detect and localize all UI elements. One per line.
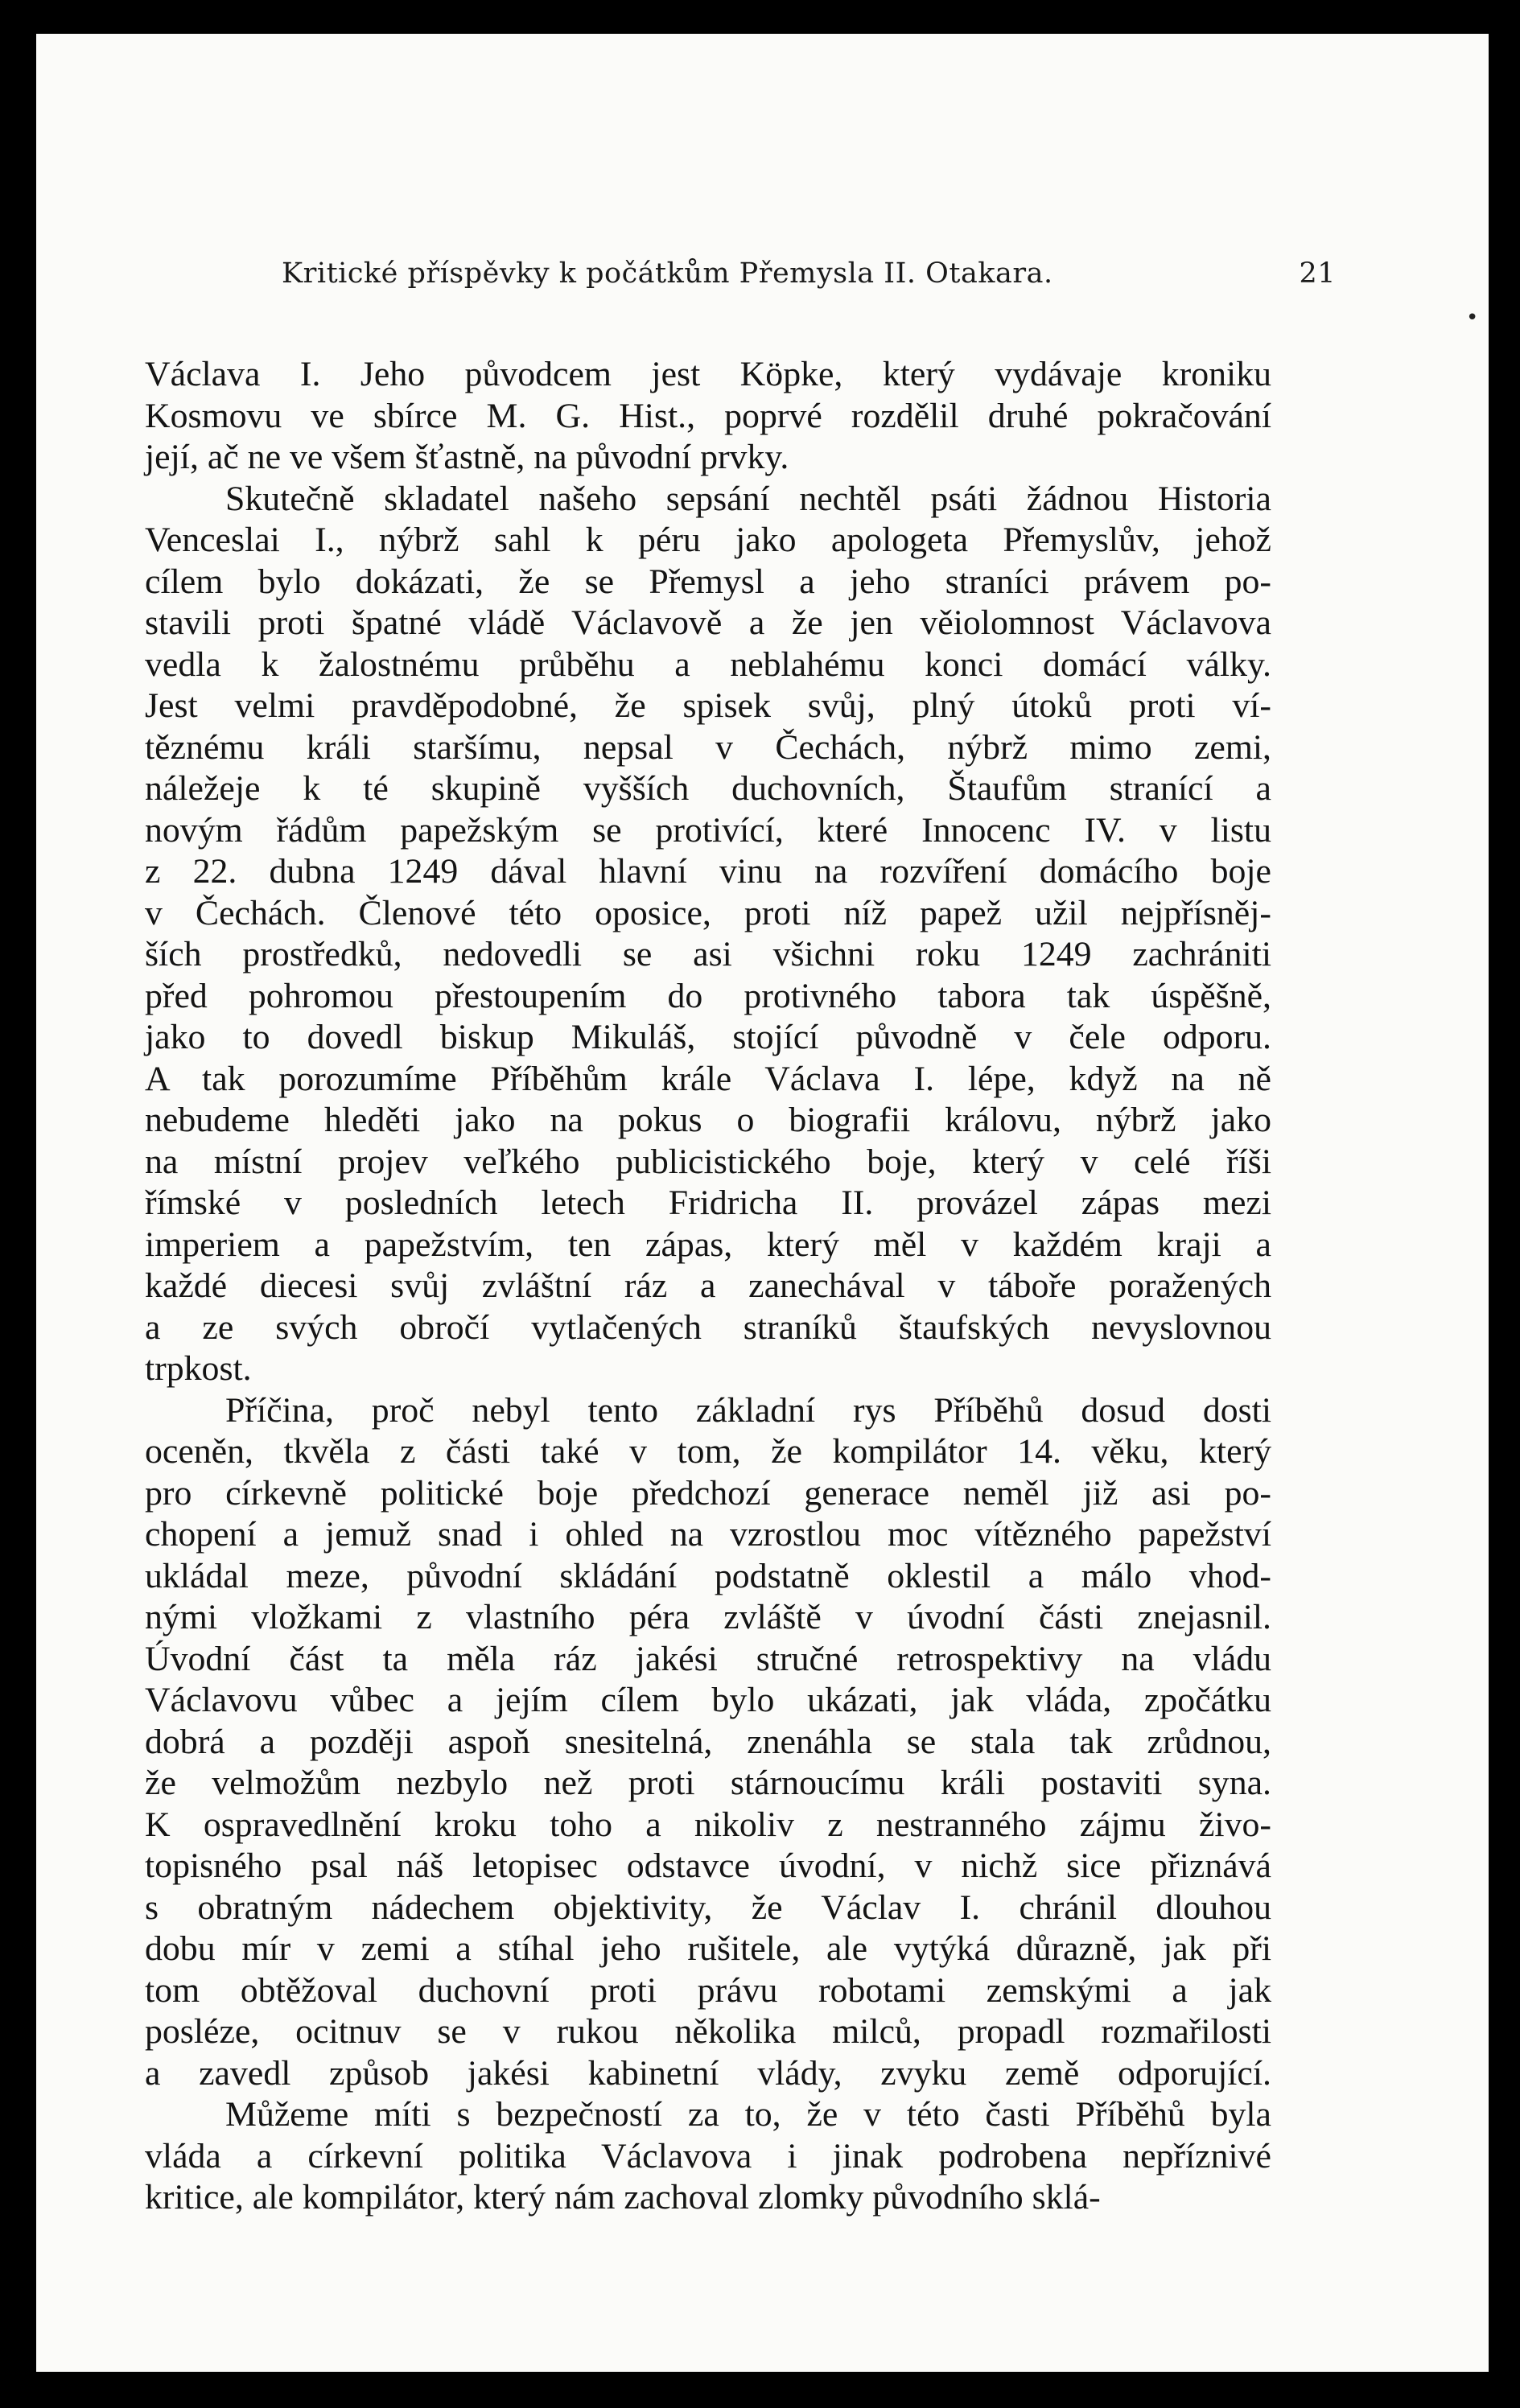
text-line: ukládal meze, původní skládání podstatně oklestil a málo vhod- (145, 1556, 1271, 1595)
text-line: s obratným nádechem objektivity, že Václav I. chránil dlouhou (145, 1887, 1271, 1927)
text-line: tom obtěžoval duchovní proti právu robotami zemskými a jak (145, 1970, 1271, 2010)
text-line: oceněn, tkvěla z části také v tom, že kompilátor 14. věku, který (145, 1432, 1271, 1471)
running-title: Kritické příspěvky k počátkům Přemysla II. Otakara. (282, 257, 1053, 290)
text-line: imperiem a papežstvím, ten zápas, který měl v každém kraji a (145, 1225, 1271, 1264)
text-line: každé diecesi svůj zvláštní ráz a zanechával v táboře poražených (145, 1266, 1271, 1305)
text-line: Václavovu vůbec a jejím cílem bylo ukázati, jak vláda, zpočátku (145, 1681, 1271, 1719)
text-line: A tak porozumíme Příběhům krále Václava I. lépe, když na ně (145, 1059, 1271, 1098)
text-line: trpkost. (145, 1349, 252, 1388)
text-line: že velmožům nezbylo než proti stárnoucímu králi postaviti syna. (145, 1764, 1271, 1802)
text-line: a zavedl způsob jakési kabinetní vlády, zvyku země odporující. (145, 2053, 1271, 2093)
text-line: dobu mír v zemi a stíhal jeho rušitele, ale vytýká důrazně, jak při (145, 1929, 1271, 1968)
text-line: ších prostředků, nedovedli se asi všichni roku 1249 zachrániti (145, 935, 1271, 973)
text-line: jako to dovedl biskup Mikuláš, stojící původně v čele odporu. (145, 1018, 1271, 1056)
text-line: Můžeme míti s bezpečností za to, že v této časti Příběhů byla (225, 2095, 1271, 2134)
text-line: cílem bylo dokázati, že se Přemysl a jeho straníci právem po- (145, 562, 1271, 601)
margin-mark: • (1466, 306, 1479, 330)
text-line: topisného psal náš letopisec odstavce úvodní, v nichž sice přiznává (145, 1846, 1271, 1885)
text-line: Úvodní část ta měla ráz jakési stručné retrospektivy na vládu (145, 1639, 1271, 1678)
text-line: dobrá a později aspoň snesitelná, znenáhla se stala tak zrůdnou, (145, 1722, 1271, 1761)
body-text (145, 354, 1271, 2219)
text-line: Jest velmi pravděpodobné, že spisek svůj, plný útoků proti ví- (145, 686, 1271, 725)
text-line: nými vložkami z vlastního péra zvláště v úvodní části znejasnil. (145, 1598, 1271, 1636)
text-line: těznému králi staršímu, nepsal v Čechách, nýbrž mimo zemi, (145, 727, 1271, 767)
text-line: před pohromou přestoupením do protivného tabora tak úspěšně, (145, 976, 1271, 1015)
text-line: římské v posledních letech Fridricha II. provázel zápas mezi (145, 1183, 1271, 1222)
text-line: její, ač ne ve všem šťastně, na původní prvky. (145, 438, 789, 476)
page-number: 21 (1299, 257, 1336, 290)
text-line: a ze svých obročí vytlačených straníků štaufských nevyslovnou (145, 1307, 1271, 1347)
text-line: na místní projev veľkého publicistického boje, který v celé říši (145, 1142, 1271, 1181)
text-line: chopení a jemuž snad i ohled na vzrostlou moc vítězného papežství (145, 1515, 1271, 1554)
text-line: posléze, ocitnuv se v rukou několika milců, propadl rozmařilosti (145, 2012, 1271, 2051)
text-line: novým řádům papežským se protivící, které Innocenc IV. v listu (145, 810, 1271, 850)
text-line: stavili proti špatné vládě Václavově a že jen věiolomnost Václavova (145, 603, 1271, 642)
text-line: nebudeme hleděti jako na pokus o biografii královu, nýbrž jako (145, 1101, 1271, 1139)
text-line: K ospravedlnění kroku toho a nikoliv z nestranného zájmu živo- (145, 1805, 1271, 1844)
text-line: Venceslai I., nýbrž sahl k péru jako apologeta Přemyslův, jehož (145, 521, 1271, 559)
text-line: Skutečně skladatel našeho sepsání nechtěl psáti žádnou Historia (225, 479, 1271, 518)
text-line: Václava I. Jeho původcem jest Köpke, který vydávaje kroniku (145, 355, 1271, 393)
text-line: kritice, ale kompilátor, který nám zachoval zlomky původního sklá- (145, 2178, 1101, 2217)
text-line: vedla k žalostnému průběhu a neblahému konci domácí války. (145, 644, 1271, 684)
text-line: Kosmovu ve sbírce M. G. Hist., poprvé rozdělil druhé pokračování (145, 396, 1271, 435)
text-line: náležeje k té skupině vyšších duchovních, Štaufům stranící a (145, 769, 1271, 808)
text-line: z 22. dubna 1249 dával hlavní vinu na rozvíření domácího boje (145, 852, 1271, 891)
text-line: v Čechách. Členové této oposice, proti níž papež užil nejpřísněj- (145, 893, 1271, 932)
text-line: vláda a církevní politika Václavova i jinak podrobena nepříznivé (145, 2136, 1271, 2175)
text-line: pro církevně politické boje předchozí generace neměl již asi po- (145, 1473, 1271, 1513)
text-line: Příčina, proč nebyl tento základní rys Příběhů dosud dosti (225, 1390, 1271, 1430)
